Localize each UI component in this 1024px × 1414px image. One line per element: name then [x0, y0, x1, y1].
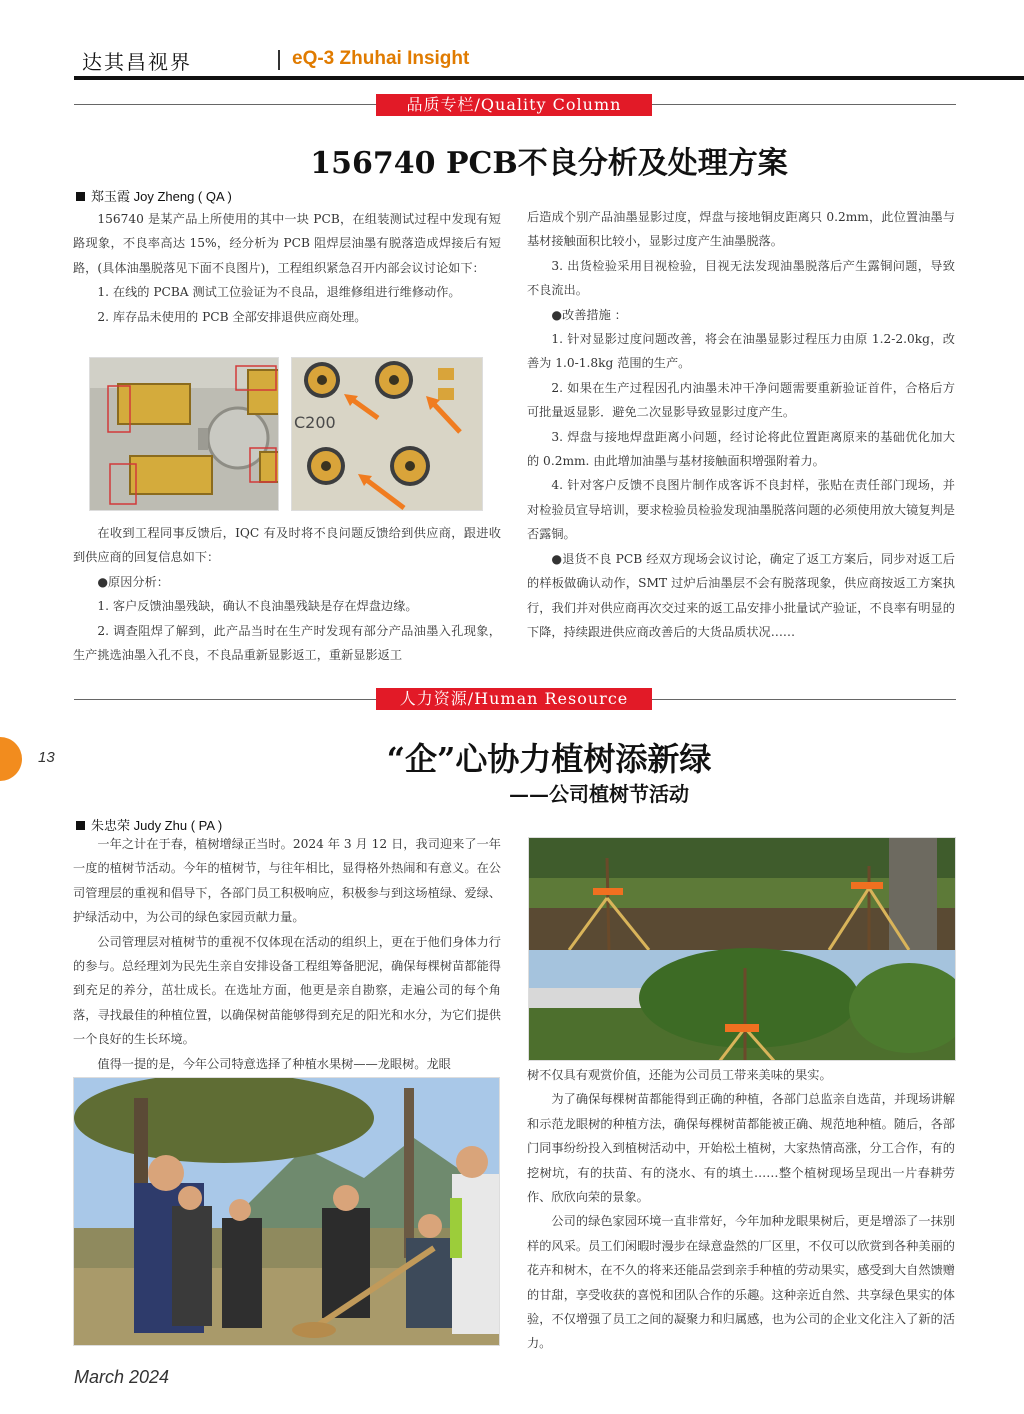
- page-number: 13: [38, 749, 55, 766]
- paragraph: 156740 是某产品上所使用的其中一块 PCB，在组装测试过程中发现有短路现象，不良率高达 15%，经分析为 PCB 阻焊层油墨有脱落造成焊接后有短路，(具体油墨脱落见下面不良图片)，工程组织紧急召开内部会议讨论如下：: [73, 212, 501, 275]
- paragraph: ●改善措施 ：: [551, 307, 627, 322]
- paragraph: ●原因分析：: [97, 574, 169, 589]
- article1-author: 郑玉霞 Joy Zheng ( QA ): [91, 189, 232, 204]
- section-label-hr: 人力资源/Human Resource: [376, 688, 652, 710]
- byline-square-icon: [76, 821, 85, 830]
- magazine-subtitle: eQ-3 Zhuhai Insight: [292, 48, 470, 69]
- paragraph: 后造成个别产品油墨显影过度，焊盘与接地铜皮距离只 0.2mm，此位置油墨与基材接触面积比较小，显影过度产生油墨脱落。: [527, 210, 955, 249]
- magazine-title: 达其昌视界: [82, 50, 192, 74]
- article1-left-column-lower: [73, 521, 501, 667]
- byline-square-icon: [76, 192, 85, 201]
- paragraph: 公司的绿色家园环境一直非常好，今年加种龙眼果树后，更是增添了一抹别样的风采。员工们闲暇时漫步在绿意盎然的厂区里，不仅可以欣赏到各种美丽的花卉和树木，在不久的将来还能品尝到亲手种植的劳动果实，感受到大自然馈赠的甘甜，享受收获的喜悦和团队合作的乐趣。这种亲近自然、共享绿色果实的体验，不仅增强了员工之间的凝聚力和归属感，也为公司的企业文化注入了新的活力。: [527, 1214, 955, 1351]
- pcb-photo-1-graphic: [90, 358, 279, 511]
- paragraph: 3. 焊盘与接地焊盘距离小问题，经讨论将此位置距离原来的基础优化加大的 0.2mm. 由此增加油墨与基材接触面积增强附着力。: [527, 429, 955, 469]
- paragraph: 1. 客户反馈油墨残缺，确认不良油墨残缺是存在焊盘边缘。: [97, 599, 418, 614]
- paragraph: 3. 出货检验采用目视检验，目视无法发现油墨脱落后产生露铜问题，导致不良流出。: [527, 258, 955, 298]
- article2-title: “企”心协力植树添新绿: [386, 740, 712, 778]
- article2-subtitle: ——公司植树节活动: [509, 782, 689, 806]
- paragraph: 2. 如果在生产过程因孔内油墨未冲干净问题需要重新验证首件，合格后方可批量返显影．避免二次显影导致显影过度产生。: [527, 380, 955, 420]
- pcb-defect-photo-2: [291, 357, 483, 511]
- page-header: [80, 44, 960, 78]
- page-tab: [0, 737, 22, 781]
- paragraph: 一年之计在于春，植树增绿正当时。2024 年 3 月 12 日，我司迎来了一年一度的植树节活动。今年的植树节，与往年相比，显得格外热闹和有意义。在公司管理层的重视和倡导下，各部门员工积极响应，积极参与到这场植绿、爱绿、护绿活动中，为公司的绿色家园贡献力量。: [73, 837, 501, 925]
- paragraph: 4. 针对客户反馈不良图片制作成客诉不良封样，张贴在责任部门现场，并对检验员宣导培训，要求检验员检验发现油墨脱落问题的必须使用放大镜复判是否露铜。: [527, 478, 955, 542]
- paragraph: 2. 调查阻焊了解到，此产品当时在生产时发现有部分产品油墨入孔现象，生产挑选油墨入孔不良，不良品重新显影返工，重新显影返工: [73, 623, 501, 663]
- article1-right-column: [527, 205, 955, 644]
- paragraph: 1. 在线的 PCBA 测试工位验证为不良品，退维修组进行维修动作。: [97, 285, 461, 300]
- paragraph: 树不仅具有观赏价值，还能为公司员工带来美味的果实。: [527, 1068, 832, 1082]
- planted-saplings-graphic: [529, 838, 956, 1061]
- paragraph: ●退货不良 PCB 经双方现场会议讨论，确定了返工方案后，同步对返工后的样板做确认动作，SMT 过炉后油墨层不会有脱落现象，供应商按返工方案执行，我们并对供应商再次交过来的返工品安排小批量试产验证，不良率有明显的下降，持续跟进供应商改善后的大货品质状况……: [527, 551, 955, 639]
- paragraph: 公司管理层对植树节的重视不仅体现在活动的组织上，更在于他们身体力行的参与。总经理刘为民先生亲自安排设备工程组筹备肥泥，确保每棵树苗都能得到充足的养分，茁壮成长。在选址方面，他更是亲自勘察，走遍公司的每个角落，寻找最佳的种植位置，以确保树苗能够得到充足的阳光和水分，为它们提供一个良好的生长环境。: [73, 934, 501, 1047]
- article1-byline: [76, 186, 232, 205]
- planted-saplings-photo: [528, 837, 956, 1061]
- article1-title: 156740 PCB不良分析及处理方案: [310, 146, 788, 181]
- pcb-photo-2-graphic: [292, 358, 483, 511]
- paragraph: 1. 针对显影过度问题改善，将会在油墨显影过程压力由原 1.2-2.0kg，改善为 1.0-1.8kg 范围的生产。: [527, 332, 955, 371]
- article2-author: 朱忠荣 Judy Zhu ( PA ): [91, 818, 223, 833]
- pcb-defect-photo-1: [89, 357, 279, 511]
- article1-left-column: [73, 207, 501, 329]
- paragraph: 值得一提的是，今年公司特意选择了种植水果树——龙眼树。龙眼: [97, 1056, 451, 1071]
- tree-planting-group-graphic: [74, 1078, 500, 1346]
- article2-right-column: [527, 1063, 955, 1356]
- paragraph: 在收到工程同事反馈后，IQC 有及时将不良问题反馈给到供应商，跟进收到供应商的回复信息如下：: [73, 526, 501, 565]
- header-rule: [74, 76, 1024, 80]
- paragraph: 2. 库存品未使用的 PCB 全部安排退供应商处理。: [97, 309, 367, 324]
- header-divider: [278, 50, 280, 70]
- paragraph: 为了确保每棵树苗都能得到正确的种植，各部门总监亲自选苗，并现场讲解和示范龙眼树的种植方法，确保每棵树苗都能被正确、规范地种植。随后，各部门同事纷纷投入到植树活动中，开始松土植树，大家热情高涨，分工合作，有的挖树坑，有的扶苗、有的浇水、有的填土……整个植树现场呈现出一片春耕劳作、欣欣向荣的景象。: [527, 1092, 955, 1205]
- article2-left-column: [73, 832, 501, 1076]
- issue-date: March 2024: [74, 1367, 170, 1387]
- tree-planting-group-photo: [73, 1077, 500, 1346]
- pcb-silkscreen-label: C200: [294, 413, 336, 432]
- section-label-quality: 品质专栏/Quality Column: [376, 94, 652, 116]
